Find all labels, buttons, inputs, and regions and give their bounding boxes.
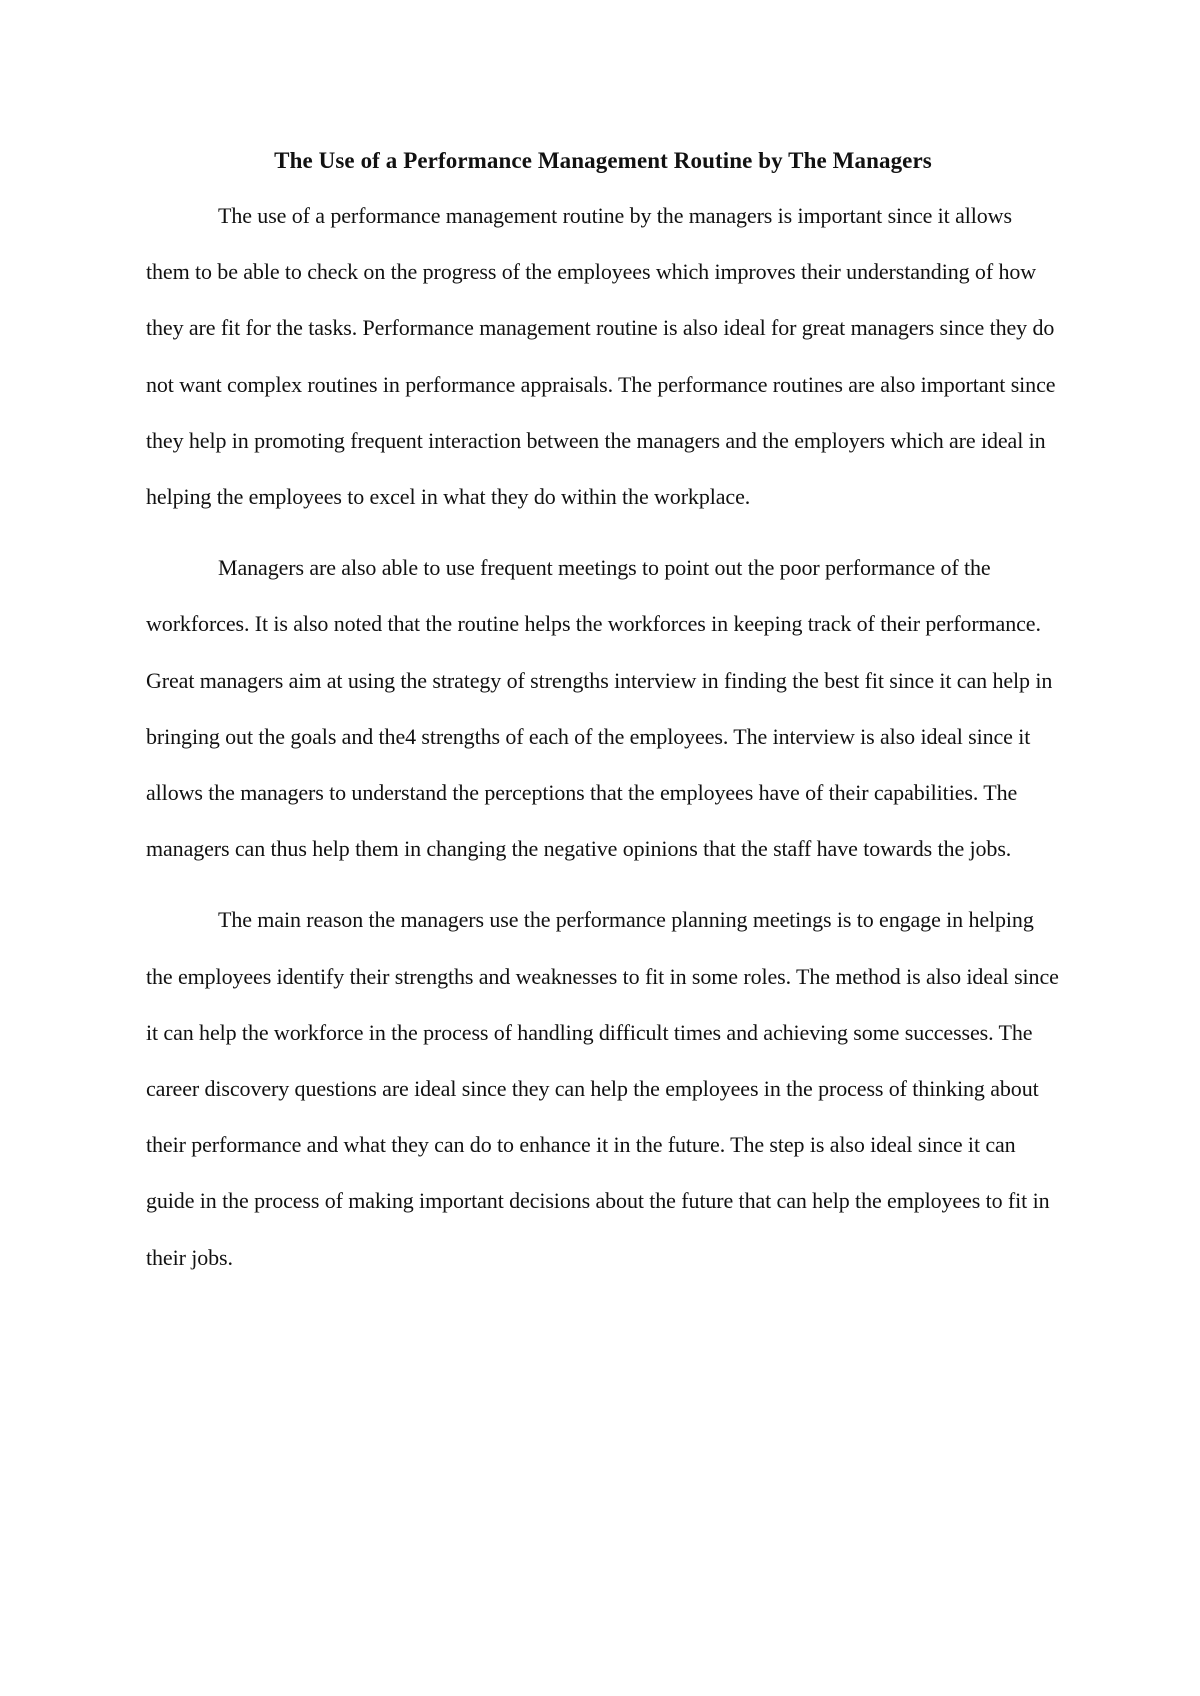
body-paragraph-2: Managers are also able to use frequent meetings to point out the poor performance of the workforces. It is also noted that the routine helps the workforces in keeping track of their performance. Great managers aim at using the strategy of strengths interview in finding the best fit since it can help in bringing out the goals and the4 strengths of each of the employees. The interview is also ideal since it allows the managers to understand the perceptions that the employees have of their capabilities. The managers can thus help them in changing the negative opinions that the staff have towards the jobs. xyxy=(146,555,1053,862)
body-paragraph-3: The main reason the managers use the performance planning meetings is to engage in helping the employees identify their strengths and weaknesses to fit in some roles. The method is also ideal since it can help the workforce in the process of handling difficult times and achieving some successes. The career discovery questions are ideal since they can help the employees in the process of thinking about their performance and what they can do to enhance it in the future. The step is also ideal since it can guide in the process of making important decisions about the future that can help the employees to fit in their jobs. xyxy=(146,907,1059,1270)
body-paragraph-1: The use of a performance management routine by the managers is important since it allows them to be able to check on the progress of the employees which improves their understanding of how they are fit for the tasks. Performance management routine is also ideal for great managers since they do not want complex routines in performance appraisals. The performance routines are also important since they help in promoting frequent interaction between the managers and the employers which are ideal in helping the employees to excel in what they do within the workplace. xyxy=(146,203,1056,510)
document-title: The Use of a Performance Management Routine by The Managers xyxy=(274,148,932,173)
